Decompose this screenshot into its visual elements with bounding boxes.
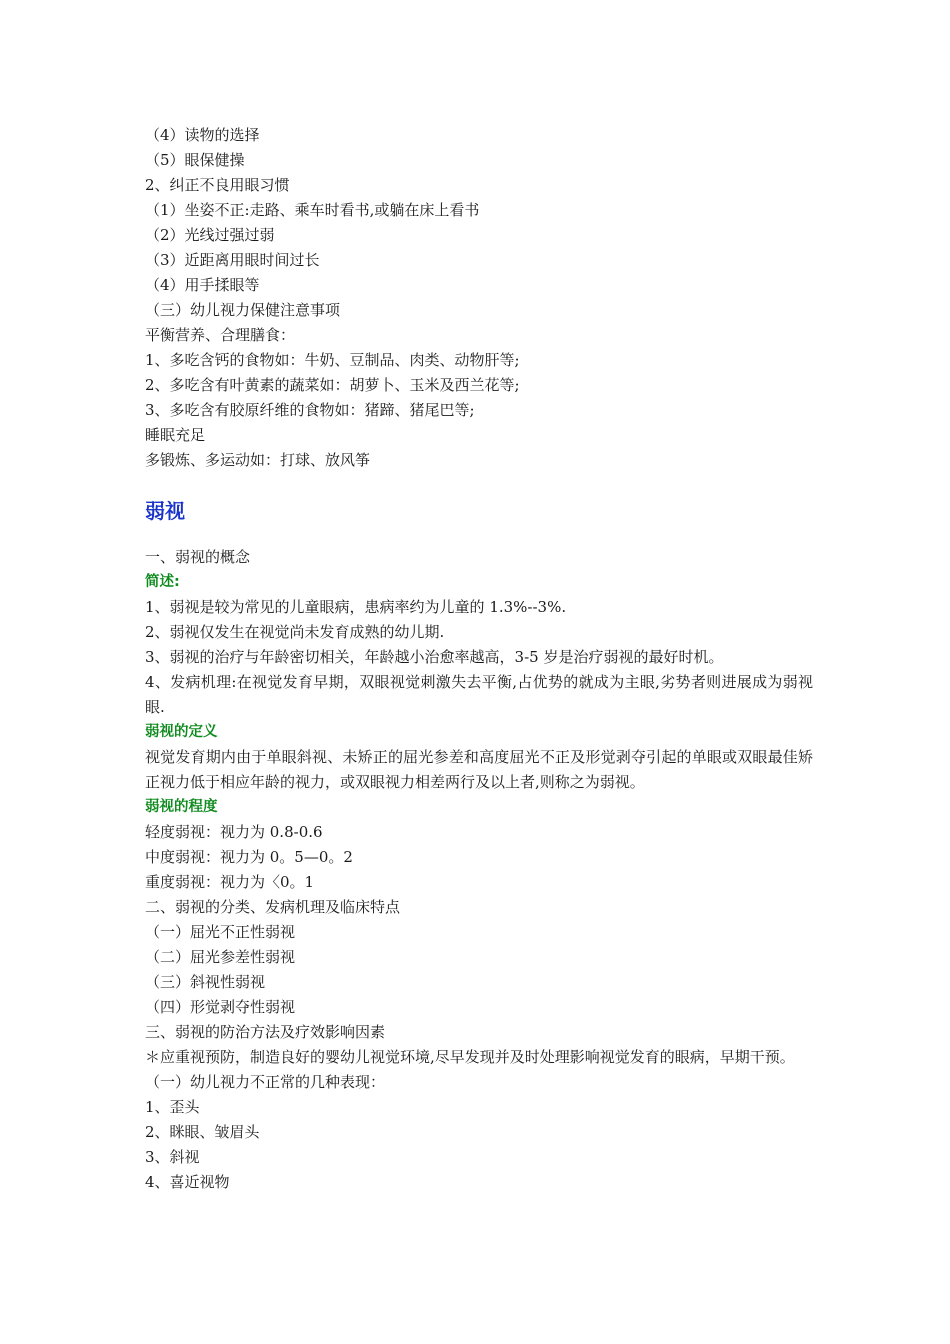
text-line: （3）近距离用眼时间过长 bbox=[145, 251, 320, 269]
text-line: （2）光线过强过弱 bbox=[145, 226, 275, 244]
degree-item: 中度弱视：视力为 0。5—0。2 bbox=[145, 848, 353, 866]
text-line: （5）眼保健操 bbox=[145, 151, 245, 169]
symptom-item: 4、喜近视物 bbox=[145, 1173, 230, 1191]
classification-item: （二）屈光参差性弱视 bbox=[145, 948, 296, 966]
text-line: 2、纠正不良用眼习惯 bbox=[145, 176, 290, 194]
text-line: 2、多吃含有叶黄素的蔬菜如：胡萝卜、玉米及西兰花等; bbox=[145, 376, 520, 394]
summary-item: 4、发病机理:在视觉发育早期，双眼视觉刺激失去平衡,占优势的就成为主眼,劣势者则进展成为弱视眼. bbox=[145, 673, 813, 716]
document-page bbox=[145, 123, 813, 1195]
prevention-text: ＊应重视预防，制造良好的婴幼儿视觉环境,尽早发现并及时处理影响视觉发育的眼病，早期干预。 bbox=[145, 1048, 795, 1066]
degree-item: 轻度弱视：视力为 0.8-0.6 bbox=[145, 823, 323, 841]
text-line: （4）读物的选择 bbox=[145, 126, 260, 144]
definition-text: 视觉发育期内由于单眼斜视、未矫正的屈光参差和高度屈光不正及形觉剥夺引起的单眼或双眼最佳矫正视力低于相应年龄的视力，或双眼视力相差两行及以上者,则称之为弱视。 bbox=[145, 748, 813, 791]
amblyopia-section bbox=[145, 545, 813, 1195]
text-line: 1、多吃含钙的食物如：牛奶、豆制品、肉类、动物肝等; bbox=[145, 351, 520, 369]
symptom-item: 3、斜视 bbox=[145, 1148, 200, 1166]
section-heading: 弱视 bbox=[145, 499, 185, 523]
symptoms-title: （一）幼儿视力不正常的几种表现： bbox=[145, 1073, 386, 1091]
prevention-title: 三、弱视的防治方法及疗效影响因素 bbox=[145, 1023, 386, 1041]
text-line: 多锻炼、多运动如：打球、放风筝 bbox=[145, 451, 371, 469]
definition-label: 弱视的定义 bbox=[145, 724, 218, 740]
summary-label: 简述: bbox=[145, 574, 180, 590]
classification-item: （四）形觉剥夺性弱视 bbox=[145, 998, 296, 1016]
degree-label: 弱视的程度 bbox=[145, 799, 218, 815]
eye-care-section bbox=[145, 123, 813, 473]
classification-item: （三）斜视性弱视 bbox=[145, 973, 266, 991]
text-line: （4）用手揉眼等 bbox=[145, 276, 260, 294]
text-line: （1）坐姿不正:走路、乘车时看书,或躺在床上看书 bbox=[145, 201, 480, 219]
summary-item: 3、弱视的治疗与年龄密切相关，年龄越小治愈率越高，3-5 岁是治疗弱视的最好时机。 bbox=[145, 648, 724, 666]
degree-item: 重度弱视：视力为〈0。1 bbox=[145, 873, 315, 891]
summary-item: 1、弱视是较为常见的儿童眼病，患病率约为儿童的 1.3%--3%. bbox=[145, 598, 567, 616]
classification-item: （一）屈光不正性弱视 bbox=[145, 923, 296, 941]
classification-title: 二、弱视的分类、发病机理及临床特点 bbox=[145, 898, 401, 916]
text-line: （三）幼儿视力保健注意事项 bbox=[145, 301, 341, 319]
text-line: 平衡营养、合理膳食： bbox=[145, 326, 296, 344]
concept-title: 一、弱视的概念 bbox=[145, 548, 251, 566]
symptom-item: 1、歪头 bbox=[145, 1098, 200, 1116]
text-line: 睡眠充足 bbox=[145, 426, 206, 444]
symptom-item: 2、眯眼、皱眉头 bbox=[145, 1123, 260, 1141]
text-line: 3、多吃含有胶原纤维的食物如：猪蹄、猪尾巴等; bbox=[145, 401, 475, 419]
summary-item: 2、弱视仅发生在视觉尚未发育成熟的幼儿期. bbox=[145, 623, 445, 641]
